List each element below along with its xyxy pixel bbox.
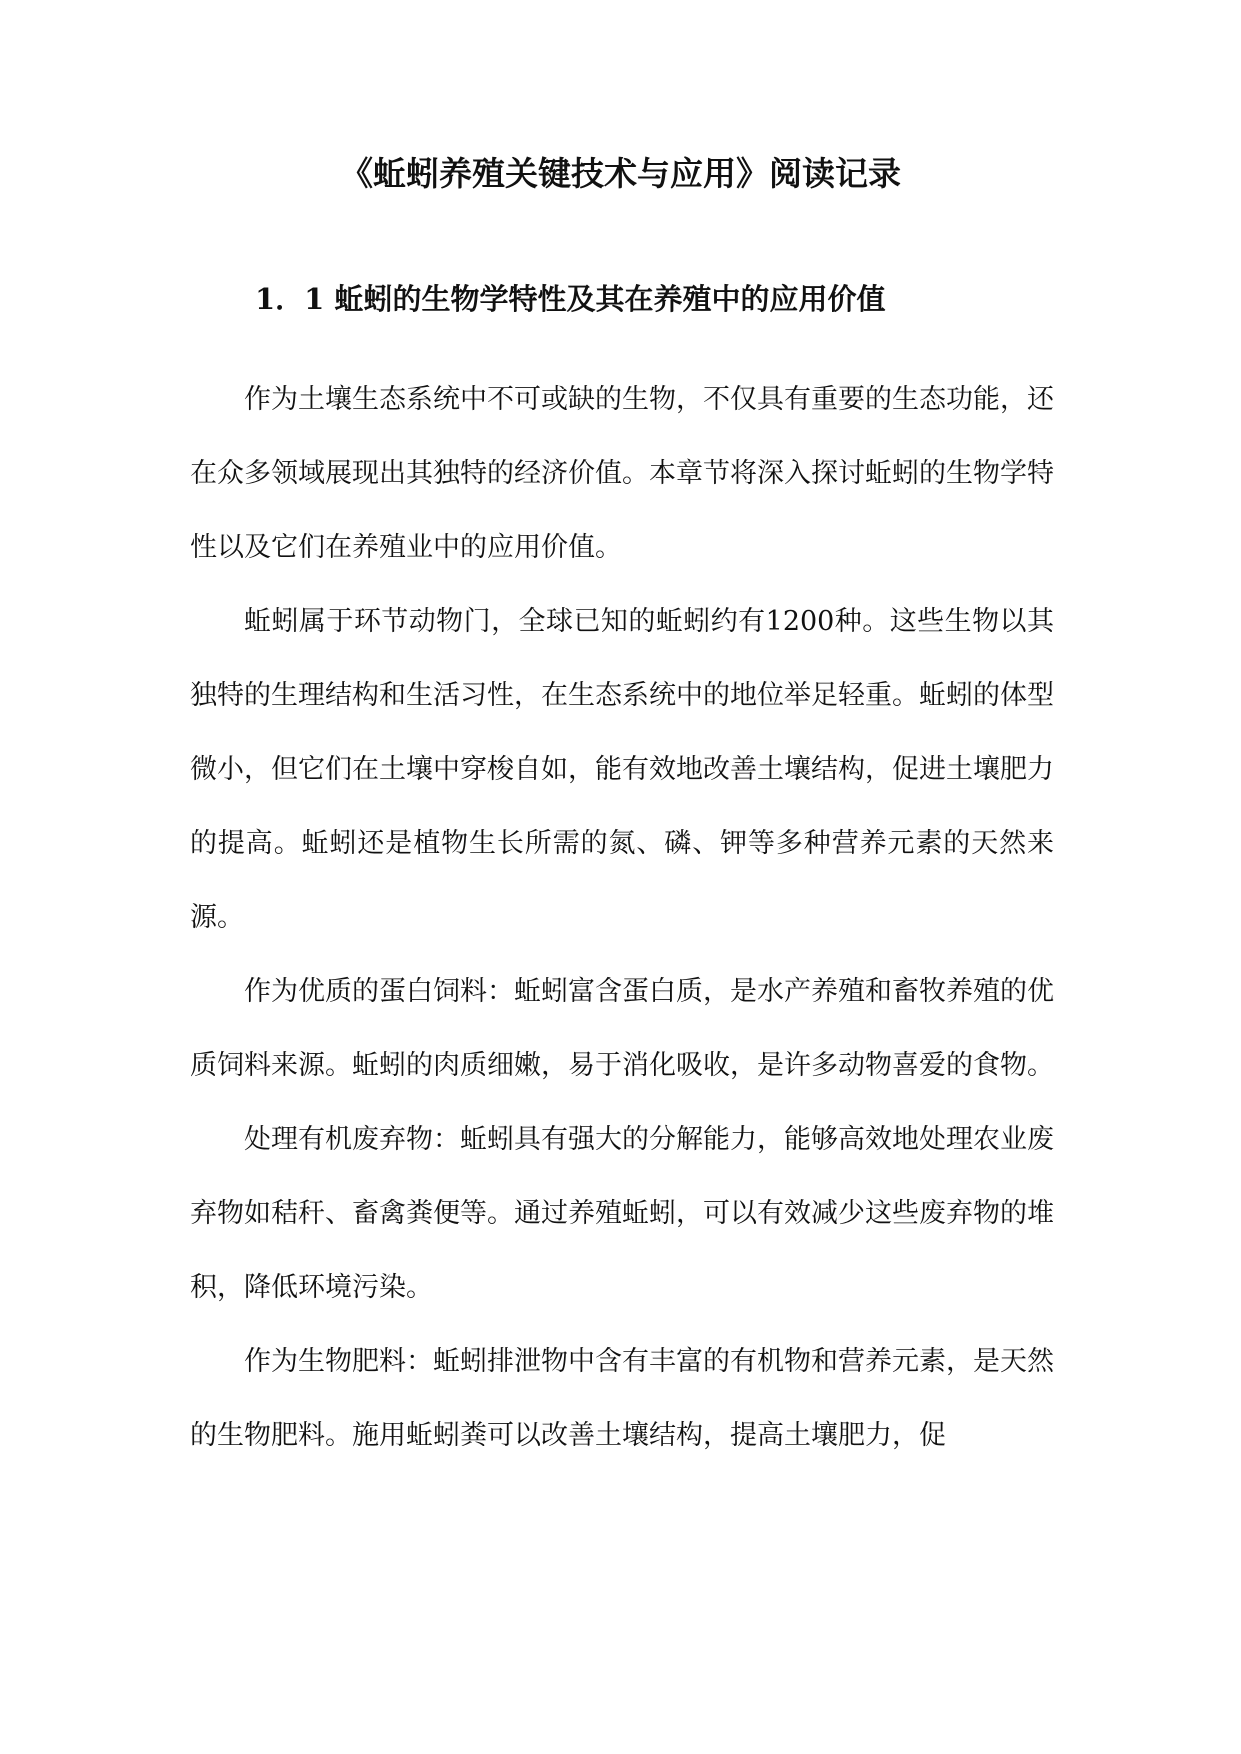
section-heading: 1．1 蚯蚓的生物学特性及其在养殖中的应用价值 (255, 282, 886, 316)
paragraph-intro: 作为土壤生态系统中不可或缺的生物，不仅具有重要的生态功能，还在众多领域展现出其独特的经济价值。本章节将深入探讨蚯蚓的生物学特性以及它们在养殖业中的应用价值。 (190, 384, 1054, 563)
document-body (190, 363, 1054, 1473)
paragraph-biology: 蚯蚓属于环节动物门，全球已知的蚯蚓约有1200种。这些生物以其独特的生理结构和生活习性，在生态系统中的地位举足轻重。蚯蚓的体型微小，但它们在土壤中穿梭自如，能有效地改善土壤结构，促进土壤肥力的提高。蚯蚓还是植物生长所需的氮、磷、钾等多种营养元素的天然来源。 (190, 606, 1054, 933)
paragraph-bio-fertilizer: 作为生物肥料：蚯蚓排泄物中含有丰富的有机物和营养元素，是天然的生物肥料。施用蚯蚓粪可以改善土壤结构，提高土壤肥力，促 (190, 1346, 1054, 1451)
paragraph-waste-processing: 处理有机废弃物：蚯蚓具有强大的分解能力，能够高效地处理农业废弃物如秸秆、畜禽粪便等。通过养殖蚯蚓，可以有效减少这些废弃物的堆积，降低环境污染。 (190, 1124, 1054, 1303)
paragraph-protein-feed: 作为优质的蛋白饲料：蚯蚓富含蛋白质，是水产养殖和畜牧养殖的优质饲料来源。蚯蚓的肉质细嫩，易于消化吸收，是许多动物喜爱的食物。 (190, 976, 1054, 1081)
document-title: 《蚯蚓养殖关键技术与应用》阅读记录 (340, 154, 901, 193)
